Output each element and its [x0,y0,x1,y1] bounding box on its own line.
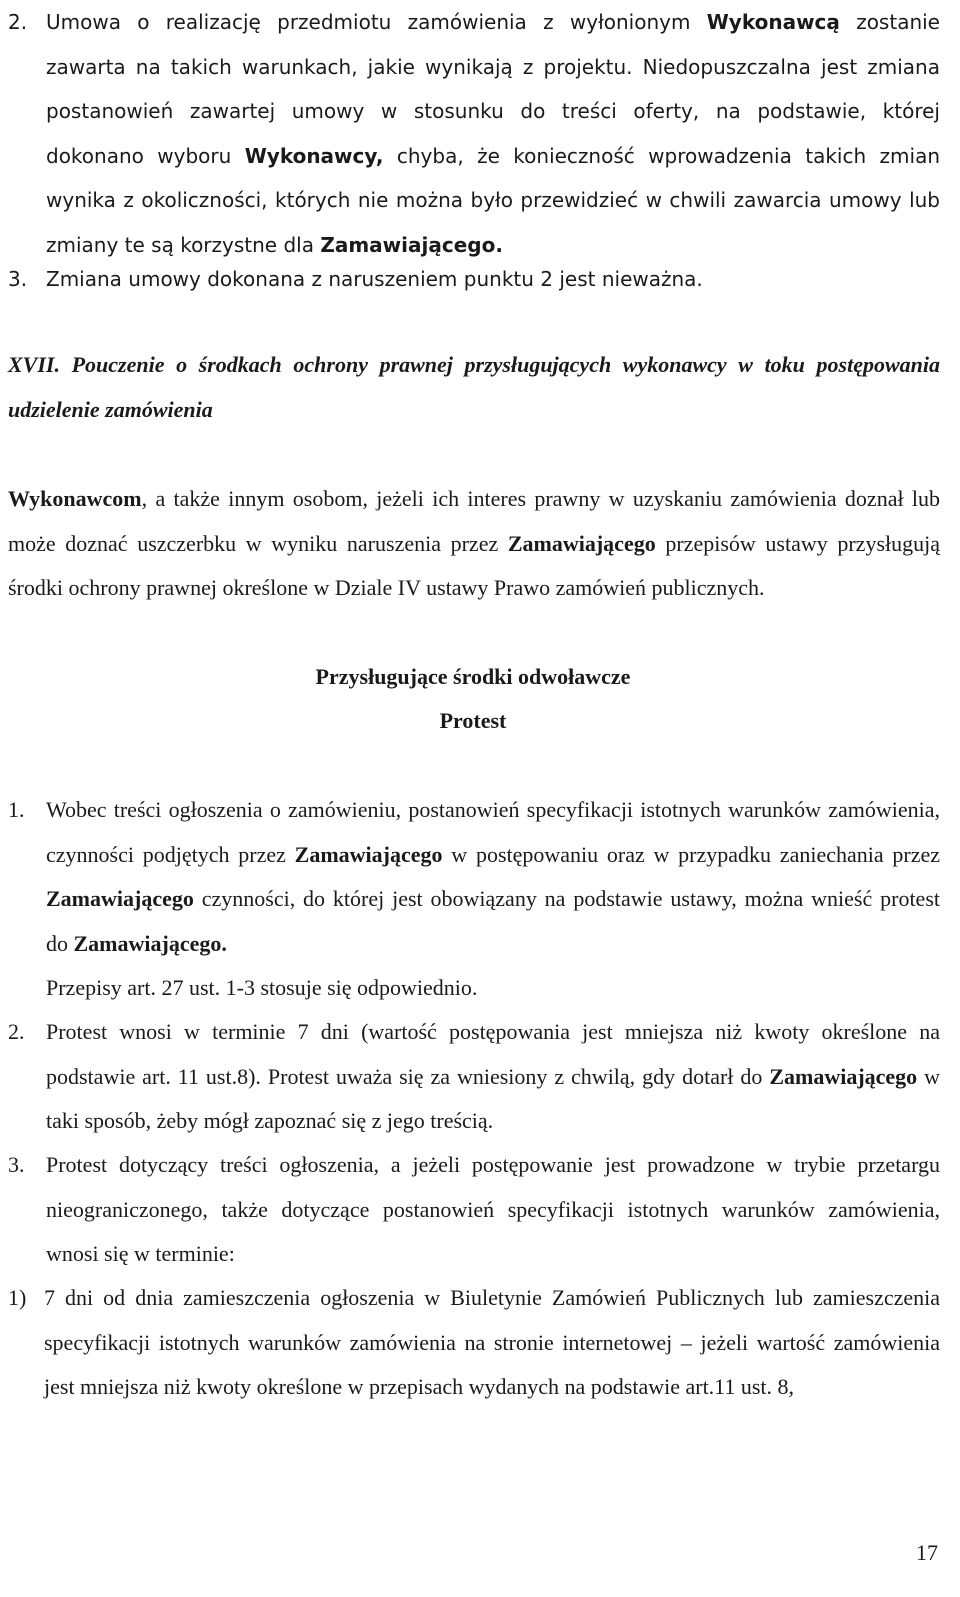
text-run: Protest wnosi w terminie 7 dni (wartość postępowania jest mniejsza niż kwoty określone na podstawie art. 11 ust.8). Protest uważa się za wniesiony z chwilą, gdy dotarł do [46,1019,940,1089]
subheading-protest: Protest [439,708,507,733]
list-item-text [46,788,940,1011]
bold-term: Zamawiającego [507,530,656,556]
bold-term: Zamawiającego. [320,232,503,257]
list-item-text: Protest dotyczący treści ogłoszenia, a jeżeli postępowanie jest prowadzone w trybie przetargu nieograniczonego, także dotyczące postanowień specyfikacji istotnych warunków zamówienia, wnosi się w terminie: [46,1152,940,1266]
bold-term: Wykonawcy, [244,143,384,168]
text-run: Wobec treści ogłoszenia o zamówieniu, postanowień specyfikacji istotnych warunków zamówienia, czynności podjętych przez [46,797,940,867]
bold-term: Zamawiającego [294,841,443,867]
text-run: przepisów ustawy przysługują środki ochrony prawnej określone w Dziale IV ustawy Prawo zamówień publicznych. [8,530,940,600]
list-item-number: 1) [8,1285,27,1310]
text-run: w taki sposób, żeby mógł zapoznać się z jego treścią. [46,1063,941,1133]
bold-term: Zamawiającego [46,886,194,911]
protest-point-1 [8,788,940,1011]
list-item-number: 3. [8,267,28,291]
list-item-number: 1. [8,797,25,822]
text-run: Umowa o realizację przedmiotu zamówienia z wyłonionym [46,10,707,34]
list-item-number: 2. [8,1019,25,1044]
text-run: w postępowaniu oraz w przypadku zaniechania przez [442,841,941,867]
bold-term: Wykonawcą [706,10,840,34]
bold-term: Zamawiającego. [73,930,227,956]
subheading-remedies: Przysługujące środki odwoławcze [315,664,631,689]
protest-subpoint-1 [8,1276,940,1410]
list-item-2 [8,0,940,267]
list-item-text [46,1010,940,1144]
list-item-number: 2. [8,10,28,34]
text-run: zostanie zawarta na takich warunkach, jakie wynikają z projektu. Niedopuszczalna jest zmiana postanowień zawartej umowy w stosunku do treści oferty, na podstawie, której dokonano wyboru [46,10,940,168]
section-heading: XVII. Pouczenie o środkach ochrony prawnej przysługujących wykonawcy w toku postępowania udzielenie zamówienia [8,352,940,422]
list-item-3 [8,257,940,302]
list-item-text [46,0,940,267]
list-item-number: 3. [8,1152,25,1177]
page-number: 17 [916,1540,938,1565]
intro-paragraph [8,477,940,611]
protest-point-2 [8,1010,940,1144]
bold-term: Zamawiającego [769,1063,918,1089]
text-run: , a także innym osobom, jeżeli ich interes prawny w uzyskaniu zamówienia doznał lub może doznać uszczerbku w wyniku naruszenia przez [8,486,940,556]
list-item-text: 7 dni od dnia zamieszczenia ogłoszenia w Biuletynie Zamówień Publicznych lub zamieszczenia specyfikacji istotnych warunków zamówienia na stronie internetowej – jeżeli wartość zamówienia jest mniejsza niż kwoty określone w przepisach wydanych na podstawie art.11 ust. 8, [44,1285,940,1399]
list-item-text: Zmiana umowy dokonana z naruszeniem punktu 2 jest nieważna. [46,267,703,291]
bold-term: Wykonawcom [8,486,142,511]
protest-point-3 [8,1143,940,1277]
text-run: chyba, że konieczność wprowadzenia takich zmian wynika z okoliczności, których nie można było przewidzieć w chwili zawarcia umowy lub zmiany te są korzystne dla [46,143,941,257]
text-run: Przepisy art. 27 ust. 1-3 stosuje się odpowiednio. [46,975,478,1000]
text-run: czynności, do której jest obowiązany na podstawie ustawy, można wnieść protest do [46,886,940,956]
